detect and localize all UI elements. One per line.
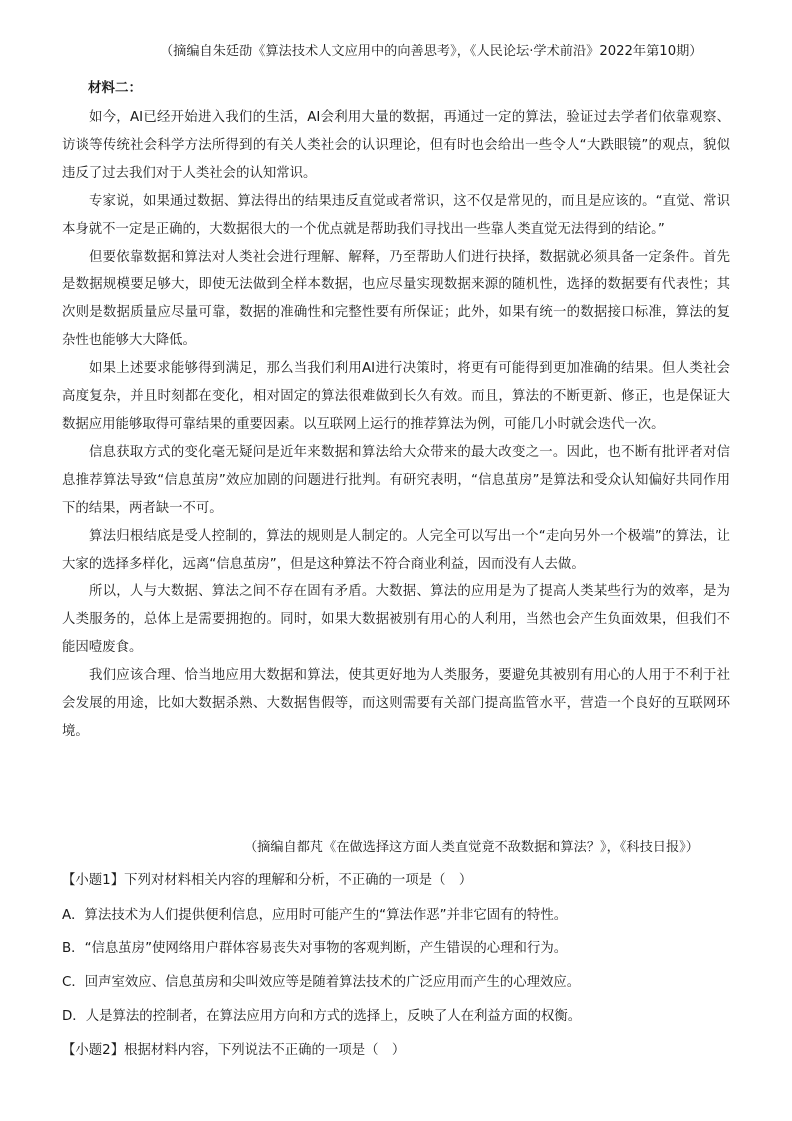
paragraph: 所以，人与大数据、算法之间不存在固有矛盾。大数据、算法的应用是为了提高人类某些行为的效率，是为人类服务的，总体上是需要拥抱的。同时，如果大数据被别有用心的人利用，当然也会产生负面效果，但我们不能因噎废食。 — [62, 584, 730, 656]
paragraph: 我们应该合理、恰当地应用大数据和算法，使其更好地为人类服务，要避免其被别有用心的人用于不利于社会发展的用途，比如大数据杀熟、大数据售假等，而这则需要有关部门提高监管水平，营造一个良好的互联网环境。 — [62, 668, 730, 739]
material-body — [62, 104, 730, 746]
question-1-option-c[interactable]: C．回声室效应、信息茧房和尖叫效应等是随着算法技术的广泛应用而产生的心理效应。 — [62, 975, 581, 990]
paragraph: 算法归根结底是受人控制的，算法的规则是人制定的。人完全可以写出一个“走向另外一个极端”的算法，让大家的选择多样化，远离“信息茧房”，但是这种算法不符合商业利益，因而没有人去做。 — [62, 528, 730, 572]
material-heading: 材料二： — [88, 80, 142, 96]
question-1-stem: 【小题1】下列对材料相关内容的理解和分析，不正确的一项是（ ） — [62, 873, 473, 888]
paragraph: 专家说，如果通过数据、算法得出的结果违反直觉或者常识，这不仅是常见的，而且是应该的。“直觉、常识本身就不一定是正确的，大数据很大的一个优点就是帮助我们寻找出一些靠人类直觉无法得到的结论。” — [62, 193, 730, 237]
question-1-option-a[interactable]: A．算法技术为人们提供便利信息，应用时可能产生的“算法作恶”并非它固有的特性。 — [62, 908, 568, 923]
source-citation-bottom: （摘编自都芃《在做选择这方面人类直觉竟不敌数据和算法？》，《科技日报》） — [244, 840, 699, 855]
question-1-option-b[interactable]: B．“信息茧房”使网络用户群体容易丧失对事物的客观判断，产生错误的心理和行为。 — [62, 941, 568, 956]
paragraph: 如果上述要求能够得到满足，那么当我们利用AI进行决策时，将更有可能得到更加准确的结果。但人类社会高度复杂，并且时刻都在变化，相对固定的算法很难做到长久有效。而且，算法的不断更新、修正，也是保证大数据应用能够取得可靠结果的重要因素。以互联网上运行的推荐算法为例，可能几小时就会迭代一次。 — [62, 361, 730, 432]
paragraph: 如今，AI已经开始进入我们的生活，AI会利用大量的数据，再通过一定的算法，验证过去学者们依靠观察、访谈等传统社会科学方法所得到的有关人类社会的认识理论，但有时也会给出一些令人“大跌眼镜”的观点，貌似违反了过去我们对于人类社会的认知常识。 — [62, 110, 730, 181]
paragraph: 但要依靠数据和算法对人类社会进行理解、解释，乃至帮助人们进行抉择，数据就必须具备一定条件。首先是数据规模要足够大，即使无法做到全样本数据，也应尽量实现数据来源的随机性，选择的数据要有代表性；其次则是数据质量应尽量可靠，数据的准确性和完整性要有所保证；此外，如果有统一的数据接口标准，算法的复杂性也能够大大降低。 — [62, 249, 730, 349]
question-1-option-d[interactable]: D．人是算法的控制者，在算法应用方向和方式的选择上，反映了人在利益方面的权衡。 — [62, 1009, 582, 1024]
question-2-stem: 【小题2】根据材料内容，下列说法不正确的一项是（ ） — [62, 1043, 406, 1058]
paragraph: 信息获取方式的变化毫无疑问是近年来数据和算法给大众带来的最大改变之一。因此，也不断有批评者对信息推荐算法导致“信息茧房”效应加剧的问题进行批判。有研究表明，“信息茧房”是算法和受众认知偏好共同作用下的结果，两者缺一不可。 — [62, 444, 730, 516]
source-citation-top: （摘编自朱廷劭《算法技术人文应用中的向善思考》，《人民论坛·学术前沿》2022年第10期） — [160, 44, 703, 59]
